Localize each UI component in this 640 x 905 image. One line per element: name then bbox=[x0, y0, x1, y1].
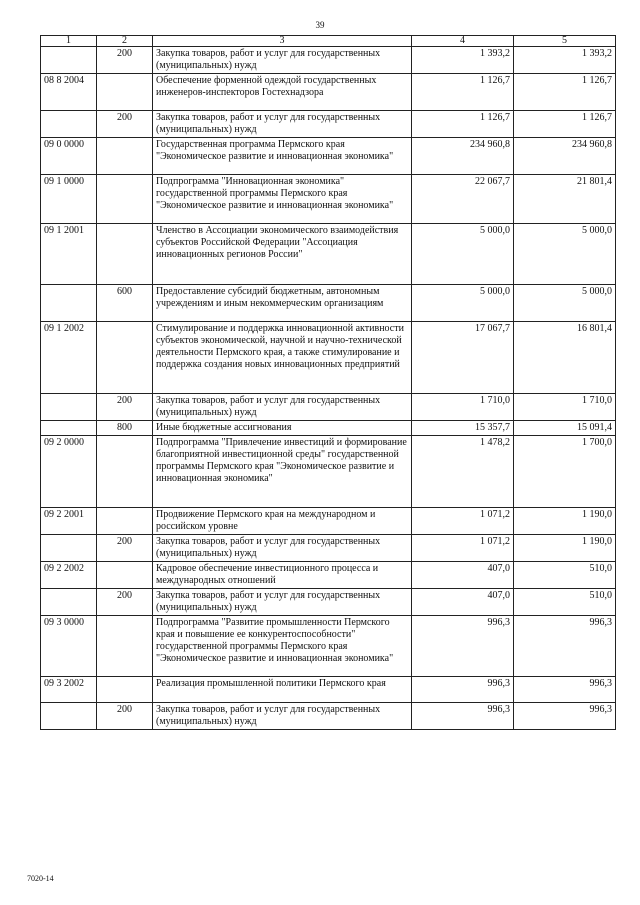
row-name-cell: Закупка товаров, работ и услуг для государственных (муниципальных) нужд bbox=[153, 47, 412, 74]
row-value-2014-cell: 15 357,7 bbox=[412, 421, 514, 436]
row-expense-type-cell bbox=[97, 616, 153, 677]
row-value-2015-cell: 5 000,0 bbox=[514, 285, 616, 322]
table-row bbox=[41, 677, 616, 703]
row-code-cell: 09 0 0000 bbox=[41, 138, 97, 175]
row-value-2014-cell: 22 067,7 bbox=[412, 175, 514, 224]
row-name-cell: Кадровое обеспечение инвестиционного процесса и международных отношений bbox=[153, 562, 412, 589]
row-name-cell: Закупка товаров, работ и услуг для государственных (муниципальных) нужд bbox=[153, 111, 412, 138]
row-value-2015-cell: 5 000,0 bbox=[514, 224, 616, 285]
table-row bbox=[41, 562, 616, 589]
row-code-cell bbox=[41, 589, 97, 616]
row-value-2014-cell: 996,3 bbox=[412, 616, 514, 677]
table-row bbox=[41, 616, 616, 677]
row-expense-type-cell: 600 bbox=[97, 285, 153, 322]
row-value-2015-cell: 15 091,4 bbox=[514, 421, 616, 436]
row-value-2015-cell: 996,3 bbox=[514, 703, 616, 730]
row-name-cell: Подпрограмма "Привлечение инвестиций и формирование благоприятной инвестиционной среды" государственной программы Пермского края "Экономическое развитие и инновационная экономика" bbox=[153, 436, 412, 508]
row-code-cell: 09 1 0000 bbox=[41, 175, 97, 224]
row-value-2015-cell: 234 960,8 bbox=[514, 138, 616, 175]
budget-table bbox=[40, 35, 616, 730]
row-expense-type-cell: 200 bbox=[97, 589, 153, 616]
row-expense-type-cell bbox=[97, 677, 153, 703]
table-row bbox=[41, 508, 616, 535]
row-value-2014-cell: 5 000,0 bbox=[412, 224, 514, 285]
table-row bbox=[41, 535, 616, 562]
row-code-cell bbox=[41, 535, 97, 562]
row-code-cell bbox=[41, 394, 97, 421]
row-expense-type-cell bbox=[97, 436, 153, 508]
row-name-cell: Продвижение Пермского края на международном и российском уровне bbox=[153, 508, 412, 535]
row-expense-type-cell: 200 bbox=[97, 394, 153, 421]
row-expense-type-cell: 200 bbox=[97, 535, 153, 562]
row-code-cell: 09 3 2002 bbox=[41, 677, 97, 703]
row-value-2015-cell: 1 393,2 bbox=[514, 47, 616, 74]
row-code-cell bbox=[41, 421, 97, 436]
row-value-2014-cell: 1 126,7 bbox=[412, 111, 514, 138]
row-expense-type-cell bbox=[97, 74, 153, 111]
row-value-2015-cell: 996,3 bbox=[514, 677, 616, 703]
table-body bbox=[41, 47, 616, 730]
row-value-2014-cell: 5 000,0 bbox=[412, 285, 514, 322]
row-value-2015-cell: 510,0 bbox=[514, 589, 616, 616]
row-name-cell: Предоставление субсидий бюджетным, автономным учреждениям и иным некоммерческим организациям bbox=[153, 285, 412, 322]
row-name-cell: Государственная программа Пермского края "Экономическое развитие и инновационная экономика" bbox=[153, 138, 412, 175]
row-value-2015-cell: 1 126,7 bbox=[514, 74, 616, 111]
row-name-cell: Подпрограмма "Инновационная экономика" государственной программы Пермского края "Экономическое развитие и инновационная экономика" bbox=[153, 175, 412, 224]
table-row bbox=[41, 703, 616, 730]
row-code-cell: 09 2 0000 bbox=[41, 436, 97, 508]
row-value-2014-cell: 17 067,7 bbox=[412, 322, 514, 394]
row-code-cell: 09 1 2001 bbox=[41, 224, 97, 285]
row-value-2015-cell: 1 190,0 bbox=[514, 535, 616, 562]
row-code-cell: 09 3 0000 bbox=[41, 616, 97, 677]
row-expense-type-cell bbox=[97, 138, 153, 175]
row-name-cell: Обеспечение форменной одеждой государственных инженеров-инспекторов Гостехнадзора bbox=[153, 74, 412, 111]
row-code-cell bbox=[41, 47, 97, 74]
row-code-cell: 09 2 2002 bbox=[41, 562, 97, 589]
table-row bbox=[41, 421, 616, 436]
row-code-cell bbox=[41, 111, 97, 138]
table-row bbox=[41, 322, 616, 394]
table-row bbox=[41, 224, 616, 285]
row-value-2014-cell: 407,0 bbox=[412, 562, 514, 589]
table-row bbox=[41, 436, 616, 508]
row-expense-type-cell bbox=[97, 562, 153, 589]
row-expense-type-cell bbox=[97, 508, 153, 535]
row-value-2014-cell: 1 126,7 bbox=[412, 74, 514, 111]
document-code: 7020-14 bbox=[27, 874, 54, 883]
row-value-2014-cell: 1 478,2 bbox=[412, 436, 514, 508]
row-code-cell: 09 1 2002 bbox=[41, 322, 97, 394]
row-code-cell bbox=[41, 703, 97, 730]
row-value-2014-cell: 1 710,0 bbox=[412, 394, 514, 421]
row-code-cell bbox=[41, 285, 97, 322]
row-value-2015-cell: 996,3 bbox=[514, 616, 616, 677]
row-expense-type-cell bbox=[97, 224, 153, 285]
row-code-cell: 08 8 2004 bbox=[41, 74, 97, 111]
row-name-cell: Иные бюджетные ассигнования bbox=[153, 421, 412, 436]
row-value-2014-cell: 996,3 bbox=[412, 677, 514, 703]
page-number: 39 bbox=[315, 20, 325, 30]
table-row bbox=[41, 74, 616, 111]
row-value-2015-cell: 1 190,0 bbox=[514, 508, 616, 535]
row-value-2015-cell: 1 126,7 bbox=[514, 111, 616, 138]
row-code-cell: 09 2 2001 bbox=[41, 508, 97, 535]
row-value-2015-cell: 21 801,4 bbox=[514, 175, 616, 224]
row-expense-type-cell bbox=[97, 175, 153, 224]
row-value-2014-cell: 1 071,2 bbox=[412, 508, 514, 535]
row-expense-type-cell: 200 bbox=[97, 47, 153, 74]
row-name-cell: Реализация промышленной политики Пермского края bbox=[153, 677, 412, 703]
row-value-2015-cell: 1 710,0 bbox=[514, 394, 616, 421]
table-row bbox=[41, 285, 616, 322]
row-expense-type-cell: 800 bbox=[97, 421, 153, 436]
column-header-2: 2 bbox=[97, 36, 153, 47]
row-name-cell: Закупка товаров, работ и услуг для государственных (муниципальных) нужд bbox=[153, 394, 412, 421]
table-row bbox=[41, 111, 616, 138]
row-value-2015-cell: 16 801,4 bbox=[514, 322, 616, 394]
column-header-5: 5 bbox=[514, 36, 616, 47]
row-name-cell: Закупка товаров, работ и услуг для государственных (муниципальных) нужд bbox=[153, 535, 412, 562]
column-header-1: 1 bbox=[41, 36, 97, 47]
column-header-4: 4 bbox=[412, 36, 514, 47]
row-expense-type-cell: 200 bbox=[97, 111, 153, 138]
row-value-2015-cell: 1 700,0 bbox=[514, 436, 616, 508]
row-value-2014-cell: 1 393,2 bbox=[412, 47, 514, 74]
table-header bbox=[41, 36, 616, 47]
row-value-2014-cell: 996,3 bbox=[412, 703, 514, 730]
table-row bbox=[41, 589, 616, 616]
table-row bbox=[41, 175, 616, 224]
row-value-2015-cell: 510,0 bbox=[514, 562, 616, 589]
row-expense-type-cell bbox=[97, 322, 153, 394]
column-header-3: 3 bbox=[153, 36, 412, 47]
table-row bbox=[41, 394, 616, 421]
row-expense-type-cell: 200 bbox=[97, 703, 153, 730]
row-name-cell: Членство в Ассоциации экономического взаимодействия субъектов Российской Федерации "Ассоциация инновационных регионов России" bbox=[153, 224, 412, 285]
row-value-2014-cell: 1 071,2 bbox=[412, 535, 514, 562]
row-name-cell: Подпрограмма "Развитие промышленности Пермского края и повышение ее конкурентоспособности" государственной программы Пермского края "Экономическое развитие и инновационная экономика" bbox=[153, 616, 412, 677]
row-name-cell: Закупка товаров, работ и услуг для государственных (муниципальных) нужд bbox=[153, 703, 412, 730]
row-value-2014-cell: 234 960,8 bbox=[412, 138, 514, 175]
row-name-cell: Стимулирование и поддержка инновационной активности субъектов экономической, научной и научно-технической деятельности Пермского края, а также стимулирование и поддержка создания новых инновационных предприятий bbox=[153, 322, 412, 394]
table-row bbox=[41, 138, 616, 175]
row-name-cell: Закупка товаров, работ и услуг для государственных (муниципальных) нужд bbox=[153, 589, 412, 616]
table-row bbox=[41, 47, 616, 74]
row-value-2014-cell: 407,0 bbox=[412, 589, 514, 616]
header-row bbox=[41, 36, 616, 47]
